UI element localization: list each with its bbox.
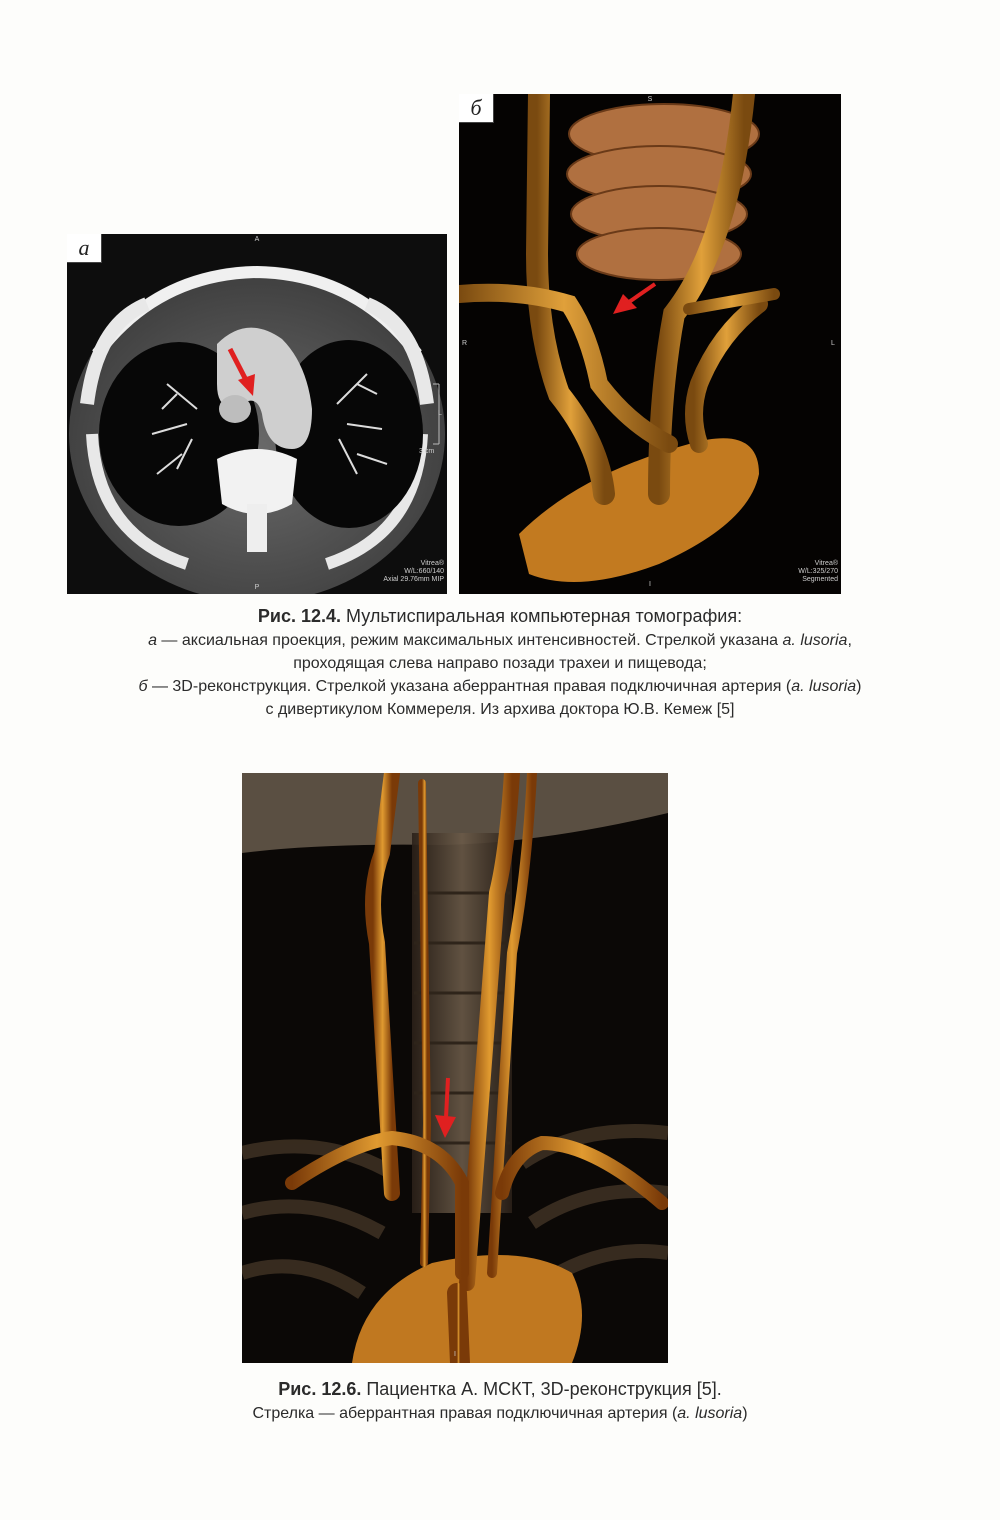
orientation-marker-bottom: I [454,1351,456,1358]
caption-text: — 3D-реконструкция. Стрелкой указана аберрантная правая подключичная артерия ( [147,678,792,695]
caption-term: a. lusoria [677,1405,743,1422]
caption-line-2 [0,1402,1000,1425]
orientation-marker-left: R [462,340,468,347]
orientation-marker-bottom: I [649,581,651,588]
caption-title: Пациентка А. МСКТ, 3D-реконструкция [5]. [361,1379,722,1399]
caption-title: Мультиспиральная компьютерная томография: [341,606,743,626]
ct-axial-image [67,234,447,594]
ct-axial-image-panel [67,234,447,594]
ct-3d-reconstruction-panel [459,94,841,594]
caption-line-a [0,629,1000,652]
panel-letter-a: а [67,234,102,263]
caption-heading [0,1377,1000,1402]
figure-12-4-caption [0,604,1000,721]
caption-letter-a: а [148,632,157,649]
caption-text: Стрелка — аберрантная правая подключичная артерия ( [252,1405,678,1422]
caption-term: a. lusoria [782,632,848,649]
window-level-label: W/L:660/140 [404,568,444,575]
window-level-label: W/L:325/270 [798,568,838,575]
orientation-marker-top: A [254,236,260,243]
orientation-marker-top: S [647,96,653,103]
panel-letter-b: б [459,94,494,123]
caption-letter-b: б [138,678,148,695]
scale-label: 3 cm [419,448,435,455]
figure-12-6-image-panel [242,773,668,1363]
caption-text: , [847,632,852,649]
caption-line-a2: проходящая слева направо позади трахеи и пищевода; [293,655,707,672]
caption-text: ) [742,1405,748,1422]
ct-3d-reconstruction-image [459,94,841,594]
orientation-marker-bottom: P [254,584,260,591]
caption-text: ) [856,678,862,695]
viewer-info [798,560,838,584]
figure-12-6-image [242,773,668,1363]
orientation-marker-right: L [831,340,835,347]
orientation-marker-right: L [438,410,442,417]
caption-term: a. lusoria [791,678,857,695]
vendor-label: Vitrea® [814,560,838,567]
viewer-info [383,560,444,584]
view-label: Axial 29.76mm MIP [383,576,444,583]
caption-heading [0,604,1000,629]
figure-12-6-caption [0,1377,1000,1425]
caption-line-b [0,675,1000,698]
render-mode-label: Segmented [802,576,838,583]
caption-text: — аксиальная проекция, режим максимальных интенсивностей. Стрелкой указана [156,632,783,649]
vendor-label: Vitrea® [420,560,444,567]
caption-line-b2: с дивертикулом Коммереля. Из архива доктора Ю.В. Кемеж [5] [265,701,735,718]
figure-label: Рис. 12.4. [257,606,342,626]
figure-label: Рис. 12.6. [278,1379,362,1399]
